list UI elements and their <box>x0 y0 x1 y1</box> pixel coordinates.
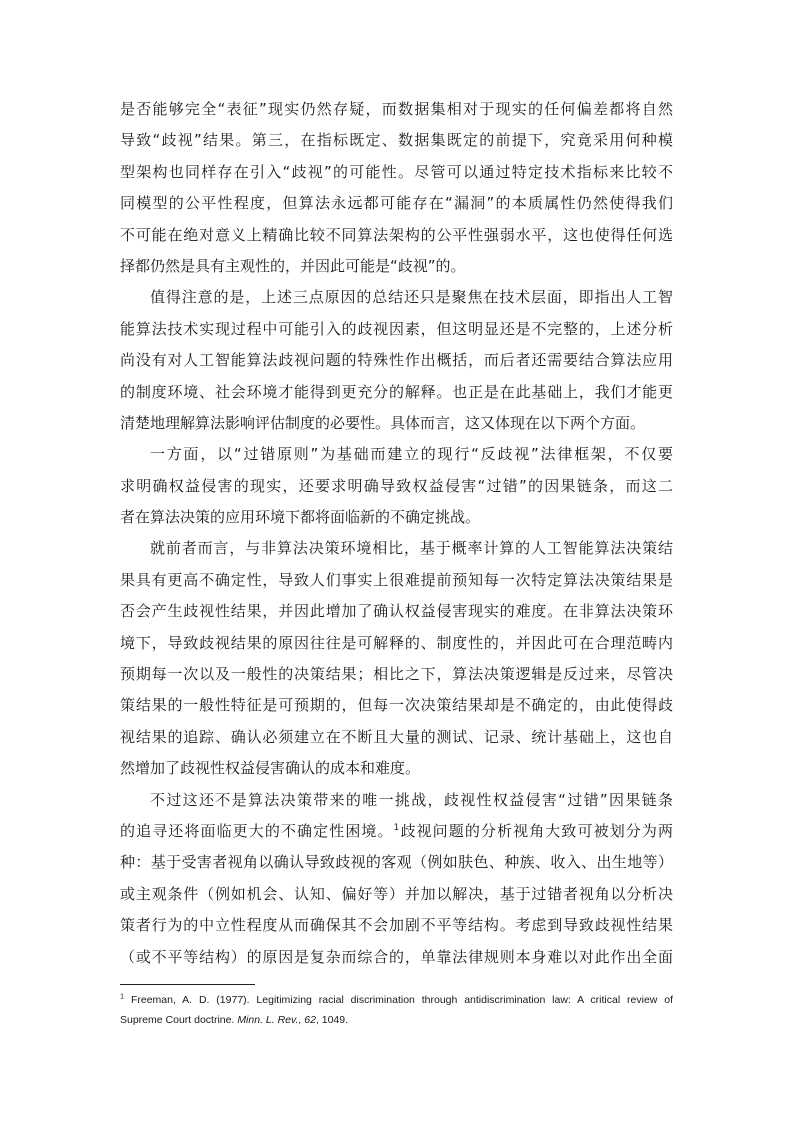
body-line: 择都仍然是具有主观性的，并因此可能是“歧视”的。 <box>120 256 466 275</box>
body-line: 不过这还不是算法决策带来的唯一挑战，歧视性权益侵害“过错”因果链条 <box>150 790 673 809</box>
body-line: 求明确权益侵害的现实，还要求明确导致权益侵害“过错”的因果链条，而这二 <box>120 476 673 495</box>
body-text <box>120 94 673 973</box>
body-line: 是否能够完全“表征”现实仍然存疑，而数据集相对于现实的任何偏差都将自然 <box>120 100 673 118</box>
paragraph <box>120 533 673 784</box>
footnote-text: Freeman, A. D. (1977). Legitimizing racial discrimination through antidiscrimination law: A critical review of <box>130 994 673 1006</box>
body-line: 策者行为的中立性程度从而确保其不会加剧不平等结构。考虑到导致歧视性结果 <box>120 916 673 935</box>
body-line: 清楚地理解算法影响评估制度的必要性。具体而言，这又体现在以下两个方面。 <box>120 413 646 432</box>
footnote-text: Supreme Court doctrine. <box>120 1014 238 1026</box>
body-line: 型架构也同样存在引入“歧视”的可能性。尽管可以通过特定技术指标来比较不 <box>120 162 673 181</box>
body-line: 否会产生歧视性结果，并因此增加了确认权益侵害现实的难度。在非算法决策环 <box>120 602 673 621</box>
body-line: 视结果的追踪、确认必须建立在不断且大量的测试、记录、统计基础上，这也自 <box>120 727 673 746</box>
body-line: 然增加了歧视性权益侵害确认的成本和难度。 <box>120 759 421 778</box>
body-line-text: 的追寻还将面临更大的不确定性困境。 <box>120 821 394 840</box>
body-line: 者在算法决策的应用环境下都将面临新的不确定挑战。 <box>120 508 481 527</box>
body-line: （或不平等结构）的原因是复杂而综合的，单靠法律规则本身难以对此作出全面 <box>120 947 673 966</box>
footnote-line <box>120 990 673 1010</box>
body-line: 尚没有对人工智能算法歧视问题的特殊性作出概括，而后者还需要结合算法应用 <box>120 351 673 370</box>
footnote-marker: 1 <box>120 991 125 1001</box>
body-line: 不可能在绝对意义上精确比较不同算法架构的公平性强弱水平，这也使得任何选 <box>120 225 673 244</box>
body-line: 预期每一次以及一般性的决策结果；相比之下，算法决策逻辑是反过来，尽管决 <box>120 665 673 684</box>
body-line: 导致“歧视”结果。第三，在指标既定、数据集既定的前提下，究竟采用何种模 <box>120 131 673 150</box>
footnote-reference[interactable]: 1 <box>393 822 400 833</box>
body-line: 能算法技术实现过程中可能引入的歧视因素，但这明显还是不完整的，上述分析 <box>120 319 673 338</box>
paragraph <box>120 94 673 282</box>
footnote <box>120 990 673 1030</box>
paragraph <box>120 439 673 533</box>
body-line: 同模型的公平性程度，但算法永远都可能存在“漏洞”的本质属性仍然使得我们 <box>120 194 673 213</box>
body-line: 或主观条件（例如机会、认知、偏好等）并加以解决，基于过错者视角以分析决 <box>120 884 673 903</box>
footnote-line <box>120 1010 673 1030</box>
footnote-journal: Minn. L. Rev., 62 <box>237 1014 316 1026</box>
footnote-text: , 1049. <box>315 1014 349 1026</box>
body-line-text: 歧视问题的分析视角大致可被划分为两 <box>399 821 673 840</box>
body-line-with-footnote-ref <box>120 816 673 847</box>
body-line: 策结果的一般性特征是可预期的，但每一次决策结果却是不确定的，由此使得歧 <box>120 696 673 715</box>
paragraph <box>120 785 673 973</box>
body-line: 的制度环境、社会环境才能得到更充分的解释。也正是在此基础上，我们才能更 <box>120 382 673 401</box>
footnote-separator <box>120 984 255 985</box>
body-line: 种：基于受害者视角以确认导致歧视的客观（例如肤色、种族、收入、出生地等） <box>120 853 673 872</box>
body-line: 境下，导致歧视结果的原因往往是可解释的、制度性的，并因此可在合理范畴内 <box>120 633 673 652</box>
body-line: 值得注意的是，上述三点原因的总结还只是聚焦在技术层面，即指出人工智 <box>150 288 673 307</box>
paragraph <box>120 282 673 439</box>
body-line: 就前者而言，与非算法决策环境相比，基于概率计算的人工智能算法决策结 <box>150 539 673 558</box>
body-line: 果具有更高不确定性，导致人们事实上很难提前预知每一次特定算法决策结果是 <box>120 570 673 589</box>
body-line: 一方面，以“过错原则”为基础而建立的现行“反歧视”法律框架，不仅要 <box>150 445 673 464</box>
